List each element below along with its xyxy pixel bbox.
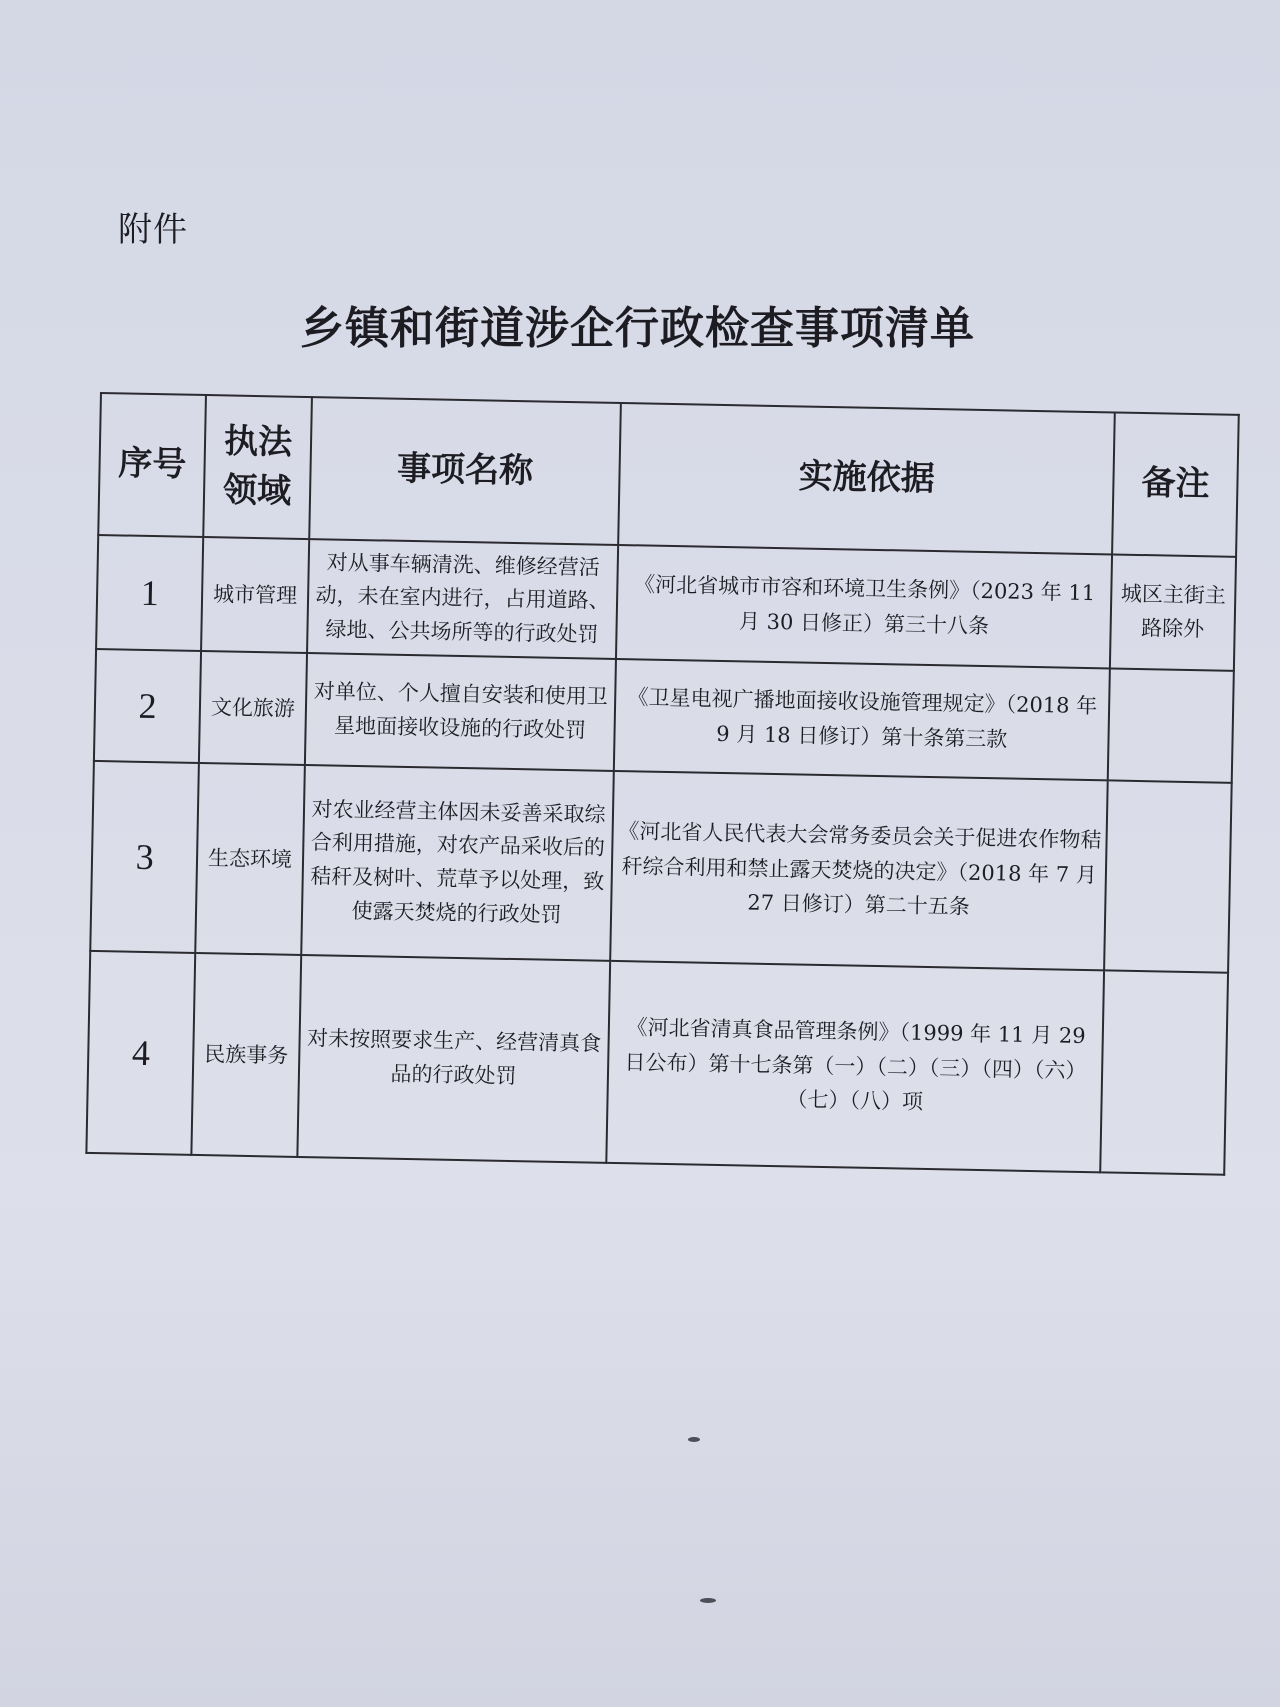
table-row xyxy=(90,761,1231,973)
row-remark xyxy=(1108,668,1234,782)
table-header-row xyxy=(98,393,1239,557)
header-basis: 实施依据 xyxy=(619,403,1115,554)
row-basis: 《河北省人民代表大会常务委员会关于促进农作物秸秆综合利用和禁止露天焚烧的决定》（2018 年 7 月 27 日修订）第二十五条 xyxy=(611,771,1108,970)
header-num: 序号 xyxy=(98,393,206,537)
ink-smudge xyxy=(688,1437,700,1442)
header-item: 事项名称 xyxy=(309,397,621,545)
ink-smudge xyxy=(700,1598,716,1603)
row-num: 2 xyxy=(94,649,201,763)
table-row xyxy=(96,535,1236,671)
row-item: 对从事车辆清洗、维修经营活动，未在室内进行，占用道路、绿地、公共场所等的行政处罚 xyxy=(307,539,619,659)
table-row xyxy=(94,649,1234,783)
row-field: 城市管理 xyxy=(201,537,308,653)
row-item: 对未按照要求生产、经营清真食品的行政处罚 xyxy=(297,955,611,1163)
attachment-label: 附件 xyxy=(118,210,188,250)
row-basis: 《河北省清真食品管理条例》（1999 年 11 月 29 日公布）第十七条第（一）（二）（三）（四）（六）（七）（八）项 xyxy=(607,961,1104,1172)
row-num: 3 xyxy=(90,761,199,953)
row-num: 1 xyxy=(96,535,203,651)
header-field: 执法领域 xyxy=(204,395,312,539)
row-field: 民族事务 xyxy=(192,953,301,1157)
table-row xyxy=(86,951,1228,1175)
row-field: 文化旅游 xyxy=(199,651,306,765)
row-num: 4 xyxy=(86,951,195,1155)
inspection-items-table xyxy=(85,392,1239,1176)
row-remark: 城区主街主路除外 xyxy=(1110,554,1236,670)
document-title: 乡镇和街道涉企行政检查事项清单 xyxy=(300,303,975,354)
row-item: 对农业经营主体因未妥善采取综合利用措施，对农产品采收后的秸秆及树叶、荒草予以处理，致使露天焚烧的行政处罚 xyxy=(301,765,614,961)
header-remark: 备注 xyxy=(1112,412,1239,556)
row-remark xyxy=(1100,970,1228,1174)
row-item: 对单位、个人擅自安装和使用卫星地面接收设施的行政处罚 xyxy=(305,653,617,771)
row-basis: 《卫星电视广播地面接收设施管理规定》（2018 年 9 月 18 日修订）第十条第三款 xyxy=(614,659,1110,780)
row-basis: 《河北省城市市容和环境卫生条例》（2023 年 11 月 30 日修正）第三十八条 xyxy=(616,545,1112,668)
row-field: 生态环境 xyxy=(196,763,305,955)
row-remark xyxy=(1104,780,1232,972)
